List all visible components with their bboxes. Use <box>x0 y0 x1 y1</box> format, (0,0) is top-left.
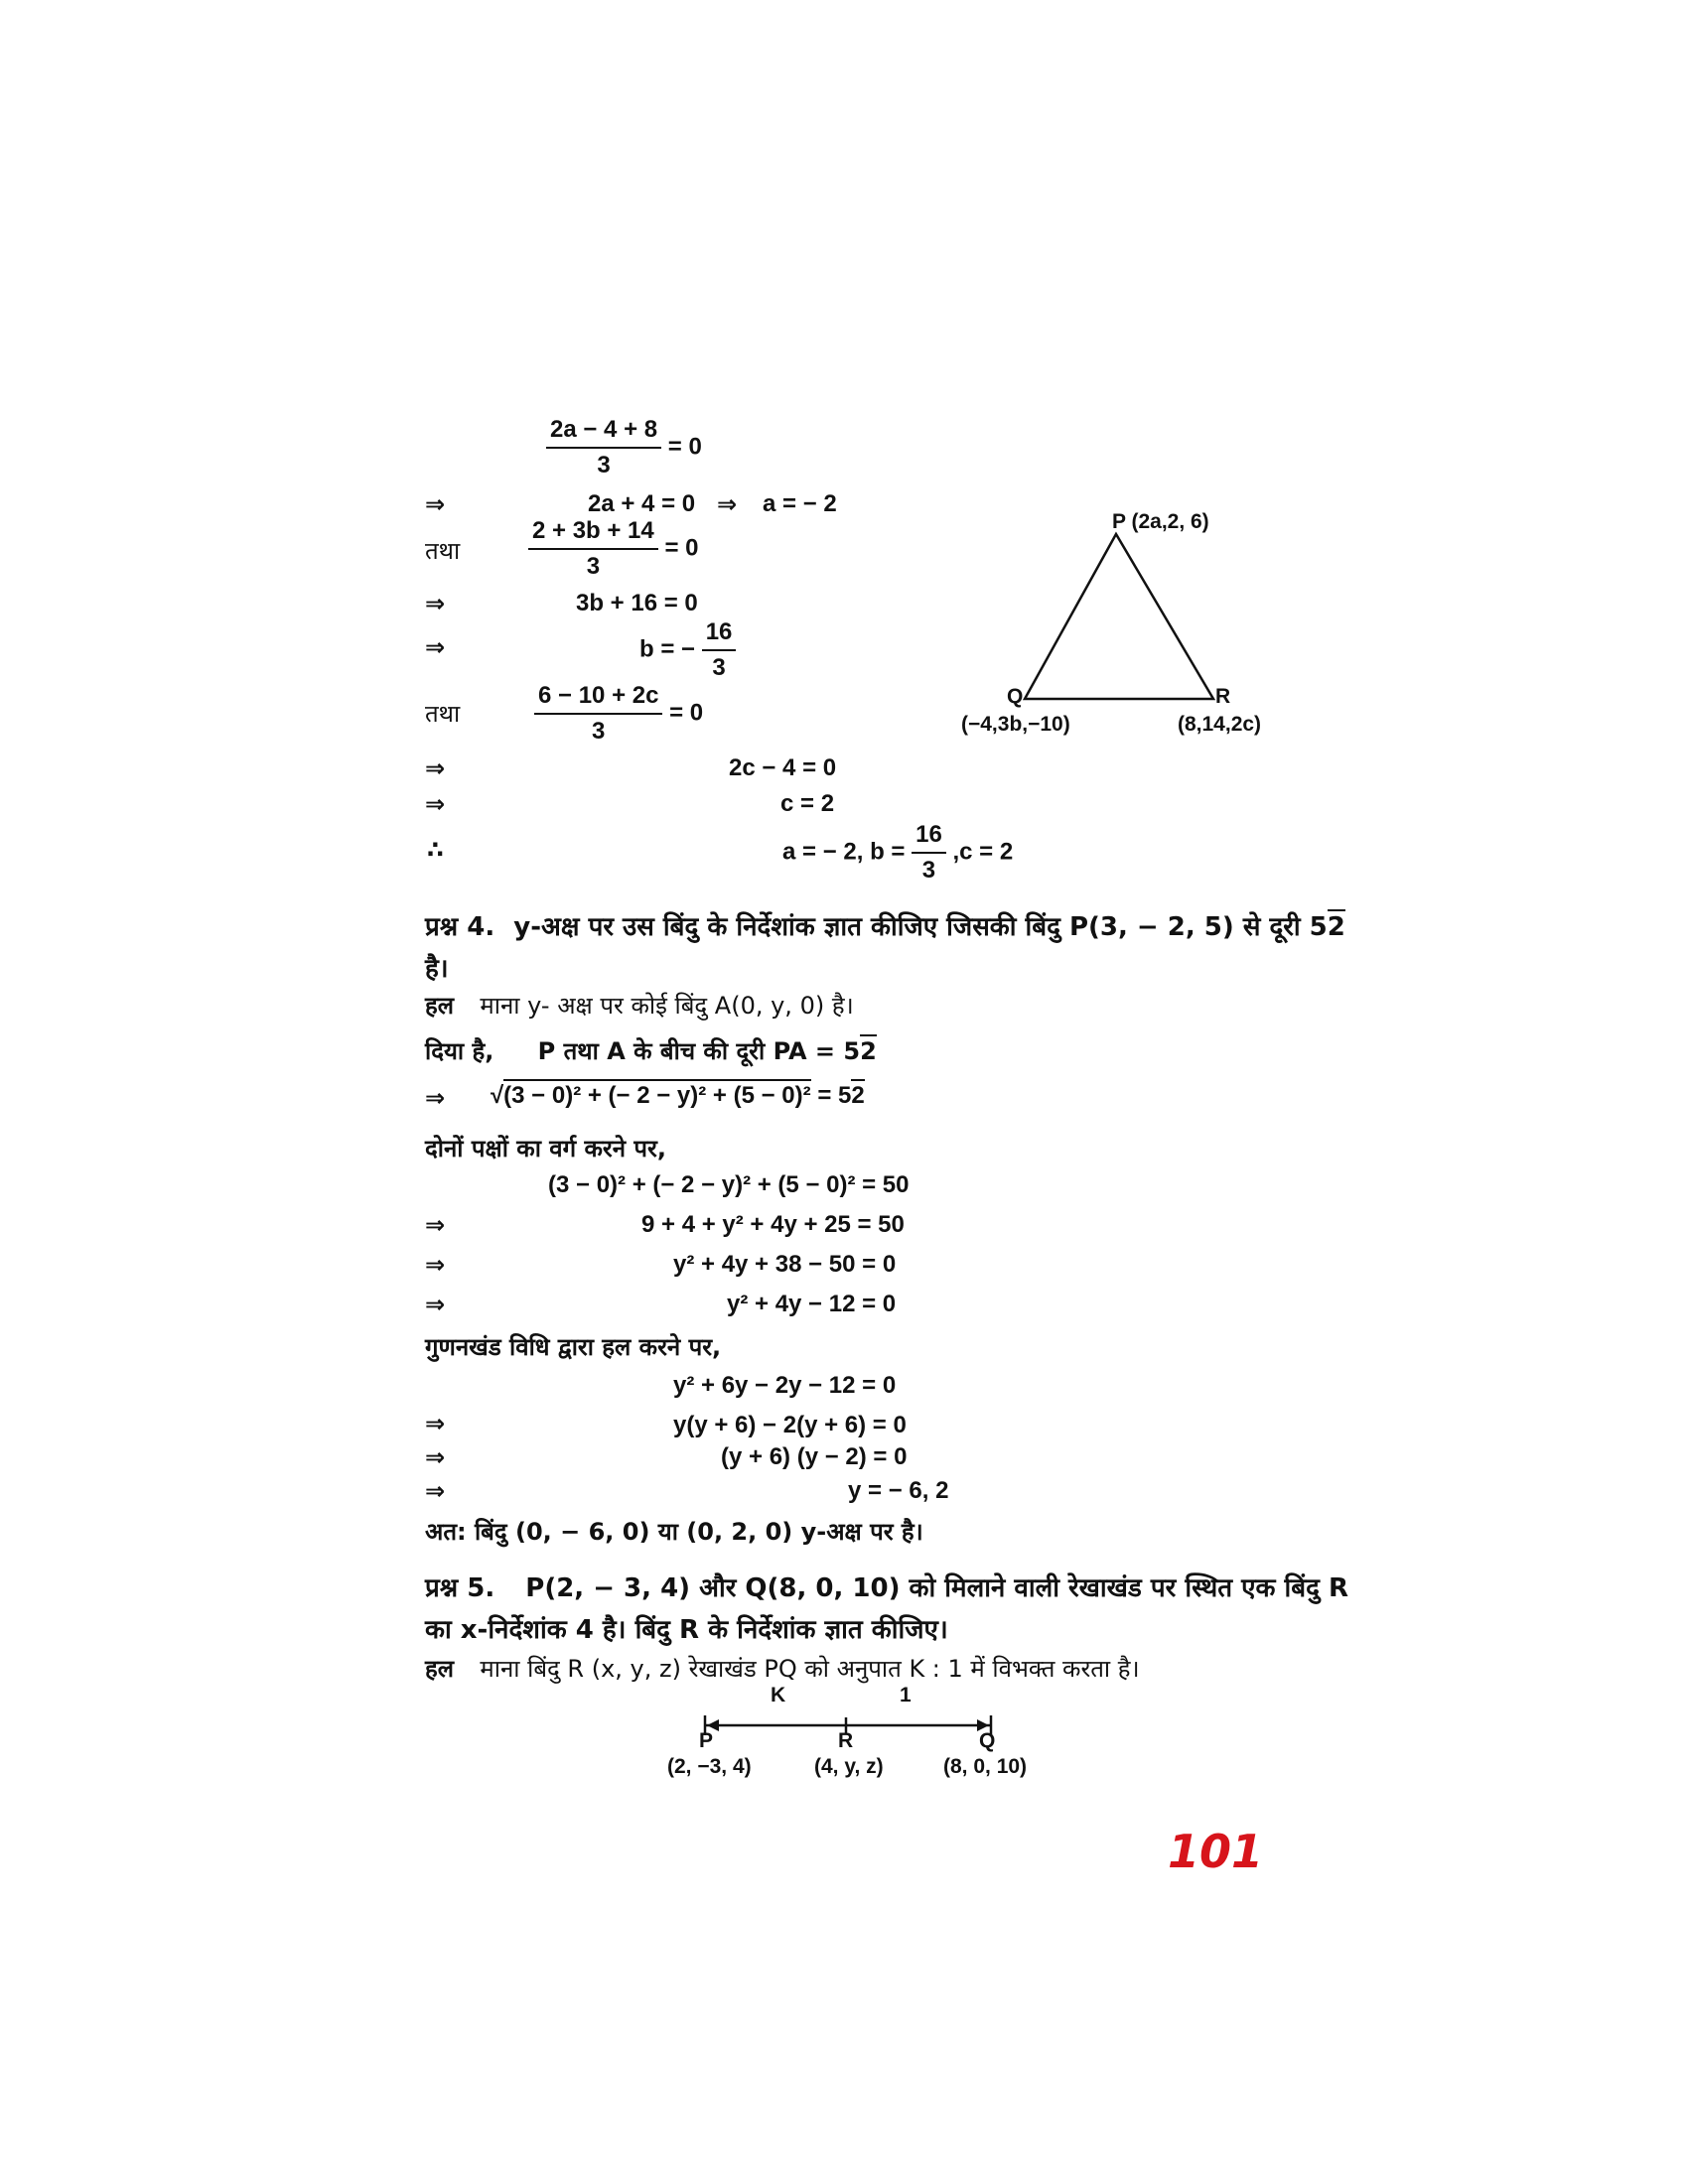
sqrt-value: 2 <box>860 1034 877 1065</box>
implies-arrow: ⇒ <box>425 490 446 518</box>
fraction-denominator: 3 <box>921 857 936 884</box>
triangle-vertex-p-label: P (2a,2, 6) <box>1112 510 1209 533</box>
solution-text: माना बिंदु R (x, y, z) रेखाखंड PQ को अनुपात K : 1 में विभक्त करता है। <box>480 1655 1140 1683</box>
implies-arrow: ⇒ <box>425 790 446 818</box>
solution-label: हल <box>425 992 455 1020</box>
eq-line9 <box>782 820 1013 886</box>
question-4-heading <box>425 907 1345 943</box>
implies-arrow: ⇒ <box>425 1291 446 1318</box>
equation: 2c − 4 = 0 <box>729 754 837 781</box>
equation-rhs: ,c = 2 <box>952 838 1014 866</box>
fraction-denominator: 3 <box>586 553 601 580</box>
ratio-k-label: K <box>771 1684 786 1706</box>
point-p-coords: (2, −3, 4) <box>667 1755 752 1778</box>
implies-arrow: ⇒ <box>425 754 446 782</box>
equation: y(y + 6) − 2(y + 6) = 0 <box>673 1412 907 1438</box>
solution-line <box>425 989 854 1022</box>
page-number: 101 <box>1168 1825 1264 1878</box>
equation: 3b + 16 = 0 <box>576 590 698 616</box>
point-r-coords: (4, y, z) <box>814 1755 884 1778</box>
solution-label: हल <box>425 1655 455 1683</box>
equation: y² + 4y − 12 = 0 <box>727 1291 897 1317</box>
segment-diagram <box>695 1698 1013 1757</box>
question-text-line2: का x-निर्देशांक 4 है। बिंदु R के निर्देशांक ज्ञात कीजिए। <box>425 1615 948 1645</box>
equation: y² + 6y − 2y − 12 = 0 <box>673 1372 897 1399</box>
equation: a = − 2 <box>763 490 837 517</box>
triangle-pqr <box>1025 534 1213 699</box>
question-number: प्रश्न 5. <box>425 1573 495 1603</box>
given-line <box>425 1034 877 1067</box>
equation: c = 2 <box>780 790 835 817</box>
factorization-text: गुणनखंड विधि द्वारा हल करने पर, <box>425 1333 722 1361</box>
question-text: y-अक्ष पर उस बिंदु के निर्देशांक ज्ञात कीजिए जिसकी बिंदु P(3, − 2, 5) से दूरी 5 <box>513 912 1328 942</box>
implies-arrow: ⇒ <box>425 1084 446 1112</box>
implies-arrow: ⇒ <box>425 590 446 617</box>
equation: (y + 6) (y − 2) = 0 <box>721 1443 908 1470</box>
triangle-vertex-q-coords: (−4,3b,−10) <box>961 713 1070 736</box>
solution-text: माना y- अक्ष पर कोई बिंदु A(0, y, 0) है। <box>480 992 854 1020</box>
equation-rhs: = 0 <box>664 534 699 562</box>
point-r-label: R <box>838 1729 854 1752</box>
implies-arrow: ⇒ <box>425 1443 446 1471</box>
equation: 9 + 4 + y² + 4y + 25 = 50 <box>641 1211 905 1238</box>
implies-arrow: ⇒ <box>425 1477 446 1505</box>
eq-line1 <box>546 415 702 480</box>
fraction-numerator: 16 <box>702 617 737 651</box>
eq-line5 <box>639 617 736 683</box>
triangle-vertex-r-label: R <box>1215 685 1231 708</box>
implies-arrow: ⇒ <box>425 633 446 661</box>
equation: 2a + 4 = 0 <box>588 490 696 517</box>
sqrt-value: 2 <box>1328 909 1345 942</box>
solution-line <box>425 1652 1140 1685</box>
fraction-numerator: 2a − 4 + 8 <box>546 415 661 449</box>
square-both-sides-text: दोनों पक्षों का वर्ग करने पर, <box>425 1135 666 1162</box>
word-tatha: तथा <box>425 700 461 728</box>
equation-rhs: = 5 <box>817 1082 852 1109</box>
implies-arrow: ⇒ <box>425 1251 446 1279</box>
fraction-denominator: 3 <box>712 654 726 681</box>
eq-line3 <box>528 516 698 582</box>
implies-arrow: ⇒ <box>717 490 738 518</box>
equation-lhs: a = − 2, b = <box>782 838 906 866</box>
equation-rhs: = 0 <box>669 699 704 727</box>
equation-lhs: b = − <box>639 635 696 663</box>
equation-rhs: = 0 <box>667 433 702 461</box>
equation: (3 − 0)² + (− 2 − y)² + (5 − 0)² = 50 <box>548 1171 910 1198</box>
eq-line6 <box>534 681 703 747</box>
fraction-numerator: 6 − 10 + 2c <box>534 681 662 715</box>
fraction-denominator: 3 <box>597 452 611 478</box>
question-number: प्रश्न 4. <box>425 912 495 942</box>
word-tatha: तथा <box>425 537 461 565</box>
point-q-label: Q <box>979 1729 996 1752</box>
sqrt-value: 2 <box>851 1079 864 1109</box>
given-label: दिया है, <box>425 1037 494 1065</box>
ratio-one-label: 1 <box>900 1684 912 1706</box>
equation: y = − 6, 2 <box>848 1477 949 1504</box>
sqrt-expression: (3 − 0)² + (− 2 − y)² + (5 − 0)² <box>503 1079 810 1109</box>
distance-equation: √(3 − 0)² + (− 2 − y)² + (5 − 0)² = 52 <box>491 1082 865 1110</box>
triangle-vertex-q-label: Q <box>1007 685 1024 708</box>
therefore-symbol: ∴ <box>427 837 444 864</box>
triangle-vertex-r-coords: (8,14,2c) <box>1178 713 1262 736</box>
question-text: P(2, − 3, 4) और Q(8, 0, 10) को मिलाने वाली रेखाखंड पर स्थित एक बिंदु R <box>525 1573 1349 1603</box>
fraction-numerator: 2 + 3b + 14 <box>528 516 658 550</box>
question-text-end: है। <box>425 954 449 984</box>
fraction-denominator: 3 <box>592 718 606 745</box>
fraction-numerator: 16 <box>912 820 946 854</box>
implies-arrow: ⇒ <box>425 1410 446 1437</box>
point-q-coords: (8, 0, 10) <box>943 1755 1028 1778</box>
question-5-heading <box>425 1569 1348 1604</box>
equation: y² + 4y + 38 − 50 = 0 <box>673 1251 897 1278</box>
implies-arrow: ⇒ <box>425 1211 446 1239</box>
conclusion-text: अत: बिंदु (0, − 6, 0) या (0, 2, 0) y-अक्ष पर है। <box>425 1518 923 1546</box>
given-text: P तथा A के बीच की दूरी PA = 5 <box>537 1037 861 1065</box>
point-p-label: P <box>699 1729 714 1752</box>
